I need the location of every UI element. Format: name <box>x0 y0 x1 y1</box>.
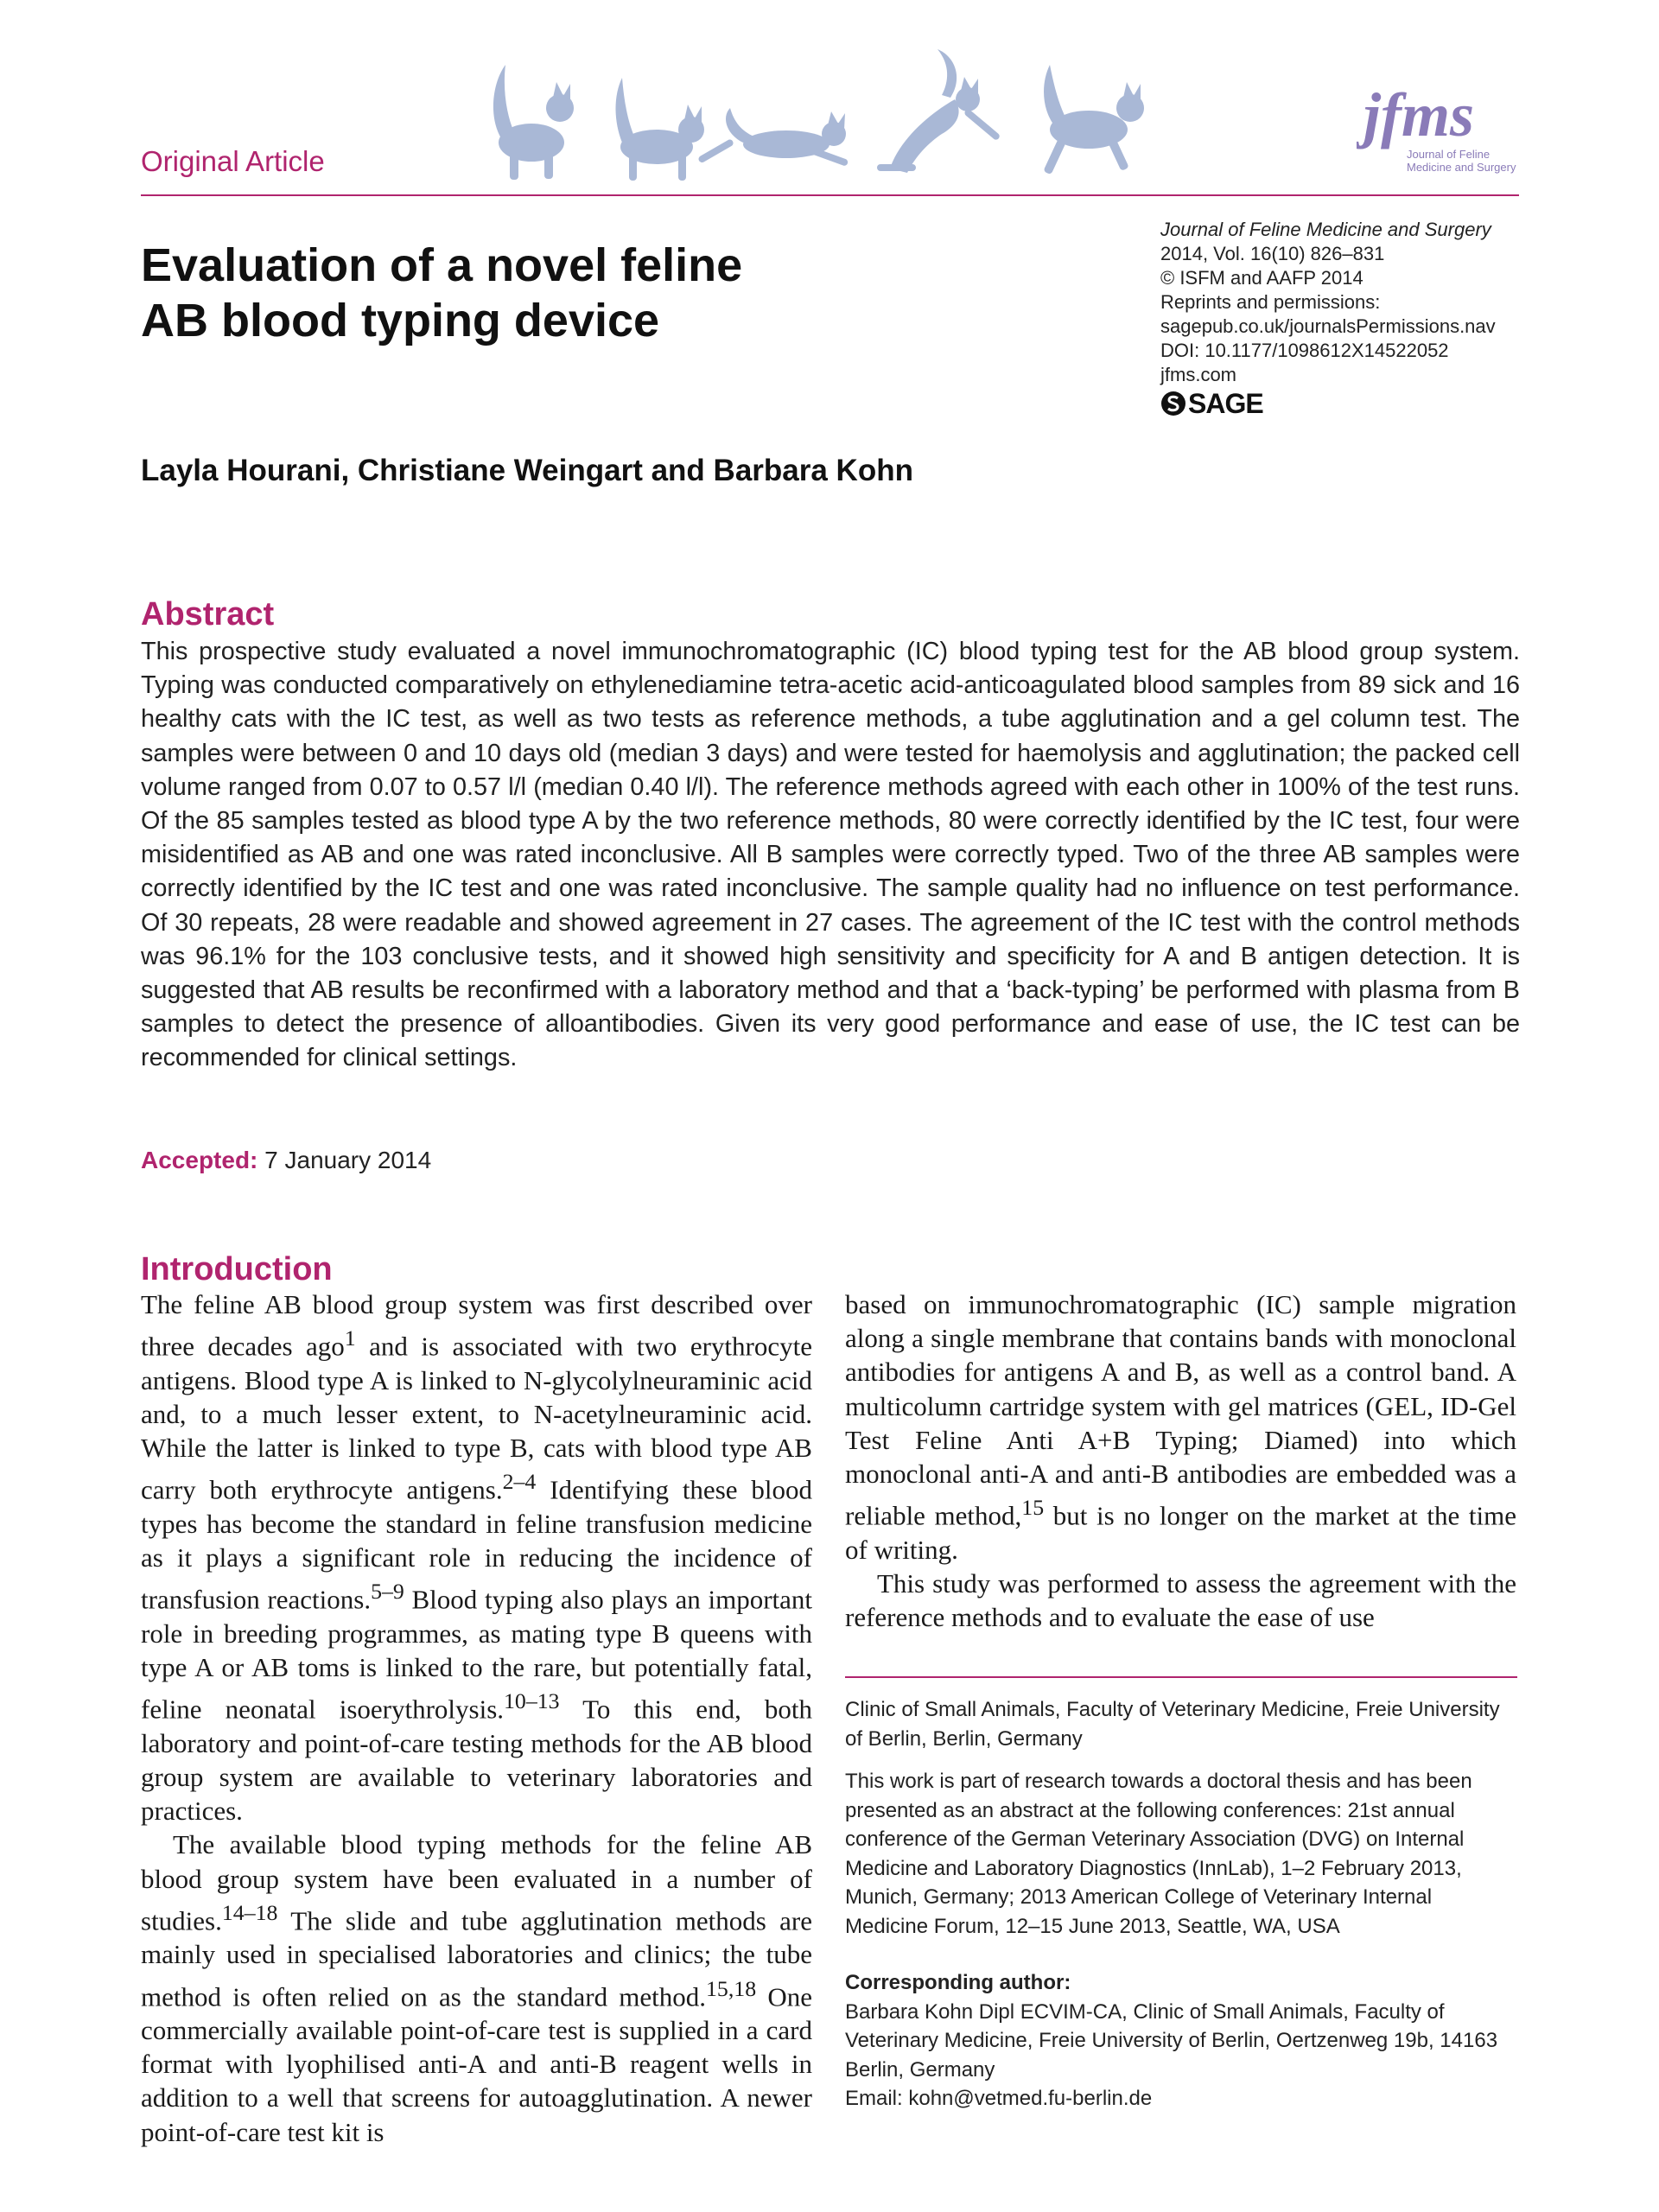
corresponding-address: Barbara Kohn Dipl ECVIM-CA, Clinic of Small Animals, Faculty of Veterinary Medicine, Freie University of Berlin, Oertzenweg 19b, 14163 Berlin, Germany <box>845 1999 1498 2082</box>
journal-name: Journal of Feline Medicine and Surgery <box>1160 219 1491 240</box>
reprints-label: Reprints and permissions: <box>1160 291 1381 313</box>
journal-website[interactable]: jfms.com <box>1160 364 1236 385</box>
text-span: and is associated with two erythrocyte antigens. Blood type A is linked to N-glycolylneuraminic acid and, to a much lesser extent, to N-acetylneuraminic acid. While the latter is linked to type B, cats with blood type AB carry both erythrocyte antigens. <box>141 1331 812 1505</box>
corresponding-label: Corresponding author: <box>845 1971 1071 1994</box>
text-span: The available blood typing methods for the feline AB blood group system have been evaluated in a number of studies. <box>141 1829 812 1936</box>
cat-silhouette-1 <box>493 65 574 180</box>
accepted-label: Accepted: <box>141 1147 258 1173</box>
author-list: Layla Hourani, Christiane Weingart and Barbara Kohn <box>141 454 913 487</box>
corresponding-email[interactable]: Email: kohn@vetmed.fu-berlin.de <box>845 2087 1153 2110</box>
abstract-text: This prospective study evaluated a novel immunochromatographic (IC) blood typing test for the AB blood group system. Typing was conducted comparatively on ethylenediamine tetra-acetic acid-anticoagulated blood samples from 89 sick and 16 healthy cats with the IC test, as well as two tests as reference methods, a tube agglutination and a gel column test. The samples were between 0 and 10 days old (median 3 days) and were tested for haemolysis and agglutination; the packed cell volume ranged from 0.07 to 0.57 l/l (median 0.40 l/l). The reference methods agreed with each other in 100% of the test runs. Of the 85 samples tested as blood type A by the two reference methods, 80 were correctly identified by the IC test, four were misidentified as AB and one was rated inconclusive. All B samples were correctly typed. Two of the three AB samples were correctly identified by the IC test and one was rated inconclusive. The sample quality had no influence on test performance. Of 30 repeats, 28 were readable and showed agreement in 27 cases. The agreement of the IC test with the control methods was 96.1% for the 103 conclusive tests, and it showed high sensitivity and specificity for A and B antigen detection. It is suggested that AB results be reconfirmed with a laboratory method and that a ‘back-typing’ be performed with plasma from B samples to detect the presence of alloantibodies. Given its very good performance and ease of use, the IC test can be recommended for clinical settings. <box>141 638 1520 1072</box>
cat-silhouette-4 <box>877 49 1001 173</box>
sage-s-icon <box>1160 391 1186 416</box>
text-span: but is no longer on the market at the time of writing. <box>845 1500 1516 1565</box>
text-span: One commercially available point-of-care test is supplied in a card format with lyophilised anti-A and anti-B reagent wells in addition to a well that screens for autoagglutination. A newer point-of-care test kit is <box>141 1980 812 2147</box>
sage-wordmark: SAGE <box>1188 388 1263 419</box>
text-span: The slide and tube agglutination methods are mainly used in specialised laboratories and clinics; the tube method is often relied on as the standard method. <box>141 1905 812 2012</box>
title-line-1: Evaluation of a novel feline <box>141 239 743 291</box>
introduction-heading: Introduction <box>141 1251 333 1287</box>
citation[interactable]: 1 <box>344 1325 356 1351</box>
right-column <box>845 1287 1516 1634</box>
citation[interactable]: 5–9 <box>371 1579 404 1605</box>
svg-text:Journal of Feline: Journal of Feline <box>1407 148 1491 161</box>
text-span: Identifying these blood types has become the standard in feline transfusion medicine as it plays a significant role in reducing the incidence of transfusion reactions. <box>141 1474 812 1615</box>
intro-paragraph-1 <box>141 1287 812 1827</box>
intro-paragraph-4: This study was performed to assess the agreement with the reference methods and to evaluate the ease of use <box>845 1567 1516 1633</box>
left-column <box>141 1287 812 2149</box>
volume-info: 2014, Vol. 16(10) 826–831 <box>1160 243 1385 264</box>
text-span: The feline AB blood group system was first described over three decades ago <box>141 1289 812 1362</box>
text-span: Blood typing also plays an important role in breeding programmes, as mating type B queens with type A or AB toms is linked to the rare, but potentially fatal, feline neonatal isoerythrolysis. <box>141 1584 812 1725</box>
svg-text:Medicine and Surgery: Medicine and Surgery <box>1407 161 1516 174</box>
svg-text:jfms: jfms <box>1363 80 1475 149</box>
accepted-date-line <box>141 1147 431 1174</box>
citation[interactable]: 2–4 <box>502 1469 537 1495</box>
citation[interactable]: 15 <box>1021 1495 1045 1521</box>
publication-meta <box>1160 218 1523 419</box>
article-title <box>141 238 1048 348</box>
corresponding-author <box>845 1968 1517 2113</box>
sage-logo <box>1160 388 1523 419</box>
citation[interactable]: 14–18 <box>221 1899 278 1925</box>
section-label: Original Article <box>141 145 325 177</box>
text-span: To this end, both laboratory and point-of-care testing methods for the AB blood group system are available to veterinary laboratories and practices. <box>141 1694 812 1827</box>
cat-silhouette-5 <box>1043 65 1144 175</box>
jfms-logo-mark <box>1357 73 1521 186</box>
reprints-link[interactable]: sagepub.co.uk/journalsPermissions.nav <box>1160 315 1496 337</box>
cat-silhouette-3 <box>697 108 849 167</box>
header-rule <box>141 194 1519 196</box>
running-cats-banner <box>484 48 1175 186</box>
affiliation: Clinic of Small Animals, Faculty of Veterinary Medicine, Freie University of Berlin, Berlin, Germany <box>845 1698 1500 1751</box>
jfms-logo <box>1357 73 1521 186</box>
intro-paragraph-3 <box>845 1287 1516 1567</box>
thesis-note: This work is part of research towards a doctoral thesis and has been presented as an abstract at the following conferences: 21st annual conference of the German Veterinary Association (DVG) on Internal Medicine and Laboratory Diagnostics (InnLab), 1–2 February 2013, Munich, Germany; 2013 American College of Veterinary Internal Medicine Forum, 12–15 June 2013, Seattle, WA, USA <box>845 1770 1472 1938</box>
citation[interactable]: 15,18 <box>706 1975 757 2001</box>
text-span: based on immunochromatographic (IC) sample migration along a single membrane that contains bands with monoclonal antibodies for antigens A and B, as well as a control band. A multicolumn cartridge system with gel matrices (GEL, ID-Gel Test Feline Anti A+B Typing; Diamed) into which monoclonal anti-A and anti-B antibodies are embedded was a reliable method, <box>845 1289 1516 1531</box>
citation[interactable]: 10–13 <box>504 1688 560 1714</box>
doi[interactable]: DOI: 10.1177/1098612X14522052 <box>1160 340 1449 361</box>
copyright: © ISFM and AAFP 2014 <box>1160 267 1363 289</box>
abstract-heading: Abstract <box>141 596 275 632</box>
title-line-2: AB blood typing device <box>141 295 660 346</box>
cat-silhouette-2 <box>616 78 705 181</box>
intro-paragraph-2 <box>141 1827 812 2148</box>
footnote-rule <box>845 1676 1517 1678</box>
accepted-date: 7 January 2014 <box>264 1147 432 1173</box>
